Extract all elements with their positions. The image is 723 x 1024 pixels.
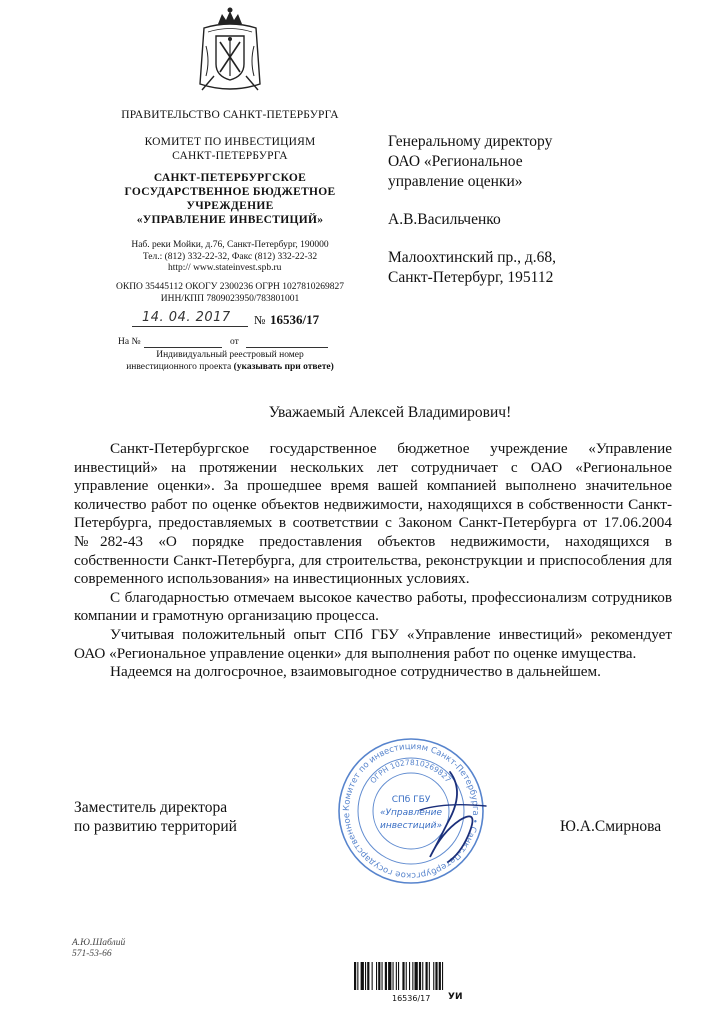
barcode-bar [388, 962, 391, 990]
barcode-bar [435, 962, 437, 990]
barcode-bar [396, 962, 397, 990]
barcode-bar [433, 962, 434, 990]
recipient-address-1: Малоохтинский пр., д.68, [388, 249, 557, 266]
org-line-2: ГОСУДАРСТВЕННОЕ БЮДЖЕТНОЕ [124, 186, 336, 198]
recipient-name: А.В.Васильченко [388, 211, 501, 228]
address-line-3: http:// www.stateinvest.spb.ru [168, 263, 282, 273]
barcode-bar [415, 962, 418, 990]
stamp-outer-text: Комитет по инвестициям Санкт-Петербурга • Санкт-Петербургское государственное [341, 741, 481, 881]
barcode-number: 16536/17 [392, 994, 431, 1003]
organization-name [100, 171, 360, 227]
date-underline [132, 326, 248, 327]
outgoing-date-row [118, 310, 358, 332]
paragraph-2: С благодарностью отмечаем высокое качество работы, профессионализм сотрудников компании и грамотную организацию процесса. [74, 588, 672, 625]
signatory-name: Ю.А.Смирнова [560, 818, 662, 835]
barcode-bar [367, 962, 369, 990]
paragraph-4: Надеемся на долгосрочное, взаимовыгодное сотрудничество в дальнейшем. [110, 663, 601, 681]
handwritten-signature [390, 762, 510, 872]
ref-number-line [144, 347, 222, 348]
org-line-1: САНКТ-ПЕТЕРБУРГСКОЕ [153, 172, 307, 184]
stamp-center-3: инвестиций» [380, 821, 442, 831]
stamp-center-2: «Управление [379, 808, 443, 818]
barcode-bar [419, 962, 421, 990]
recipient-address-2: Санкт-Петербург, 195112 [388, 269, 554, 286]
registry-line-1: Индивидуальный реестровый номер [156, 350, 304, 360]
barcode-bar [398, 962, 399, 990]
org-line-4: «УПРАВЛЕНИЕ ИНВЕСТИЦИЙ» [136, 214, 324, 226]
barcode-bar [429, 962, 430, 990]
barcode-bar [385, 962, 387, 990]
barcode-bar [442, 962, 443, 990]
registry-line-2: инвестиционного проекта (указывать при ответе) [126, 361, 334, 372]
recipient-block [388, 132, 688, 288]
barcode-bar [426, 962, 428, 990]
paragraph-3: Учитывая положительный опыт СПб ГБУ «Управление инвестиций» рекомендует ОАО «Региональное управление оценки» для выполнения работ по оценке имущества. [74, 625, 672, 662]
committee-line-1: КОМИТЕТ ПО ИНВЕСТИЦИЯМ [144, 136, 316, 148]
position-line-1: Заместитель директора [74, 799, 228, 816]
reference-row [118, 337, 358, 351]
ref-label: На № [118, 337, 141, 347]
barcode-bar [357, 962, 358, 990]
committee-name [100, 135, 360, 163]
organization-codes [100, 282, 360, 305]
recipient-line-2: ОАО «Региональное [388, 153, 523, 170]
barcode-bar [409, 962, 410, 990]
barcode-bar [365, 962, 366, 990]
barcode-bar [422, 962, 423, 990]
executor-name: А.Ю.Шаблий [72, 938, 126, 948]
government-title: ПРАВИТЕЛЬСТВО САНКТ-ПЕТЕРБУРГА [121, 109, 339, 121]
handwritten-date: 14. 04. 2017 [142, 310, 231, 325]
number-label: № [254, 313, 266, 327]
committee-line-2: САНКТ-ПЕТЕРБУРГА [172, 150, 288, 162]
barcode-bar [382, 962, 383, 990]
organization-address [100, 240, 360, 275]
stamp-ogrn: ОГРН 1027810269827 [368, 757, 453, 786]
barcode-bar [354, 962, 356, 990]
coat-of-arms-emblem [196, 6, 264, 96]
salutation: Уважаемый Алексей Владимирович! [268, 404, 512, 421]
barcode-bar [406, 962, 407, 990]
org-line-3: УЧРЕЖДЕНИЕ [186, 200, 274, 212]
ref-date-line [246, 347, 328, 348]
executor-phone: 571-53-66 [72, 949, 112, 959]
letter-body [74, 440, 672, 682]
position-line-2: по развитию территорий [74, 818, 237, 835]
codes-line-2: ИНН/КПП 7809023950/783801001 [160, 293, 300, 304]
barcode-bar [378, 962, 380, 990]
address-line-2: Тел.: (812) 332-22-32, Факс (812) 332-22-32 [142, 251, 318, 262]
address-line-1: Наб. реки Мойки, д.76, Санкт-Петербург, 190000 [131, 240, 329, 250]
paragraph-1: Санкт-Петербургское государственное бюджетное учреждение «Управление инвестиций» на протяжении нескольких лет сотрудничает с ОАО «Региональное управление оценки». За прошедшее время вашей компанией выполнено значительное количество работ по оценке объектов недвижимости, находящихся в собственности Санкт-Петербурга, предоставляемых в соответствии с Законом Санкт-Петербурга от 17.06.2004 №282-43 «О порядке предоставления объектов недвижимости, находящихся в собственности Санкт-Петербурга, для строительства, реконструкции и приспособления для современного использования» на инвестиционных условиях. [74, 440, 672, 588]
barcode-bar [439, 962, 441, 990]
registry-note [100, 350, 360, 373]
outgoing-number: 16536/17 [270, 312, 320, 327]
ref-from-label: от [230, 337, 239, 347]
barcode-bar [402, 962, 404, 990]
registry-bold-note: (указывать при ответе) [233, 361, 334, 372]
executor-info [72, 938, 125, 960]
barcode-bar [412, 962, 413, 990]
recipient-line-3: управление оценки» [388, 173, 523, 190]
signatory-position [74, 798, 334, 836]
stamp-center-1: СПб ГБУ [391, 795, 431, 805]
barcode-bar [393, 962, 394, 990]
recipient-line-1: Генеральному директору [388, 133, 553, 150]
barcode-bar [376, 962, 377, 990]
barcode-bar [372, 962, 373, 990]
codes-line-1: ОКПО 35445112 ОКОГУ 2300236 ОГРН 1027810269827 [116, 282, 344, 292]
barcode-bar [361, 962, 364, 990]
barcode-tag: УИ [448, 992, 463, 1002]
